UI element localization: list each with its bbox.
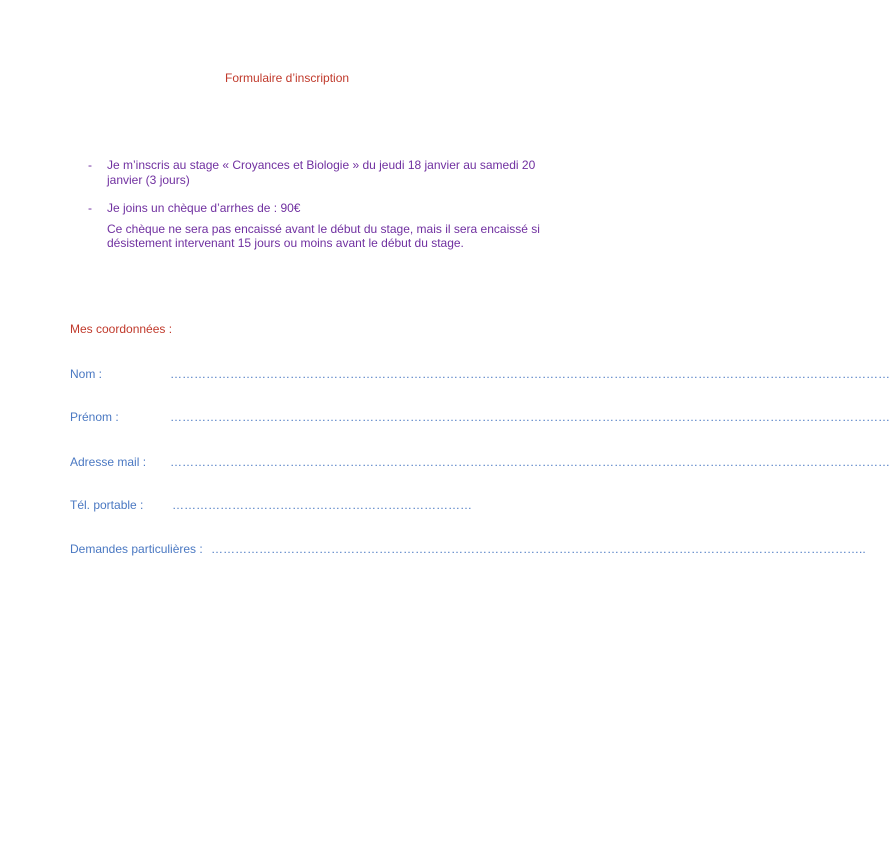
field-line-requests[interactable]: ……………………………………………………………………………………………………………………………………………….. [211,542,866,556]
deposit-note: Ce chèque ne sera pas encaissé avant le début du stage, mais il sera encaissé si désistement intervenant 15 jours ou moins avant le début du stage. [107,222,540,250]
field-label-nom: Nom : [70,367,103,381]
field-label-requests: Demandes particulières : [70,542,203,556]
field-line-prenom[interactable]: ……………………………………………………………………………………………………………………………………………………………… [170,410,890,424]
field-label-prenom: Prénom : [70,410,119,424]
field-line-nom[interactable]: ……………………………………………………………………………………………………………………………………………………………… [170,367,890,381]
field-line-email[interactable]: ……………………………………………………………………………………………………………………………………………………………… [170,455,890,469]
bullet-text: Je m’inscris au stage « Croyances et Biologie » du jeudi 18 janvier au samedi 20 janvier (3 jours) [107,158,536,187]
section-heading-coordinates: Mes coordonnées : [70,322,173,336]
bullet-dash: - [88,201,92,215]
field-line-phone[interactable]: ………………………………………………………………… [172,498,472,512]
field-label-phone: Tél. portable : [70,498,144,512]
form-title: Formulaire d’inscription [225,71,350,85]
field-label-email: Adresse mail : [70,455,147,469]
bullet-text: Je joins un chèque d’arrhes de : 90€ [107,201,301,215]
bullet-dash: - [88,158,92,172]
